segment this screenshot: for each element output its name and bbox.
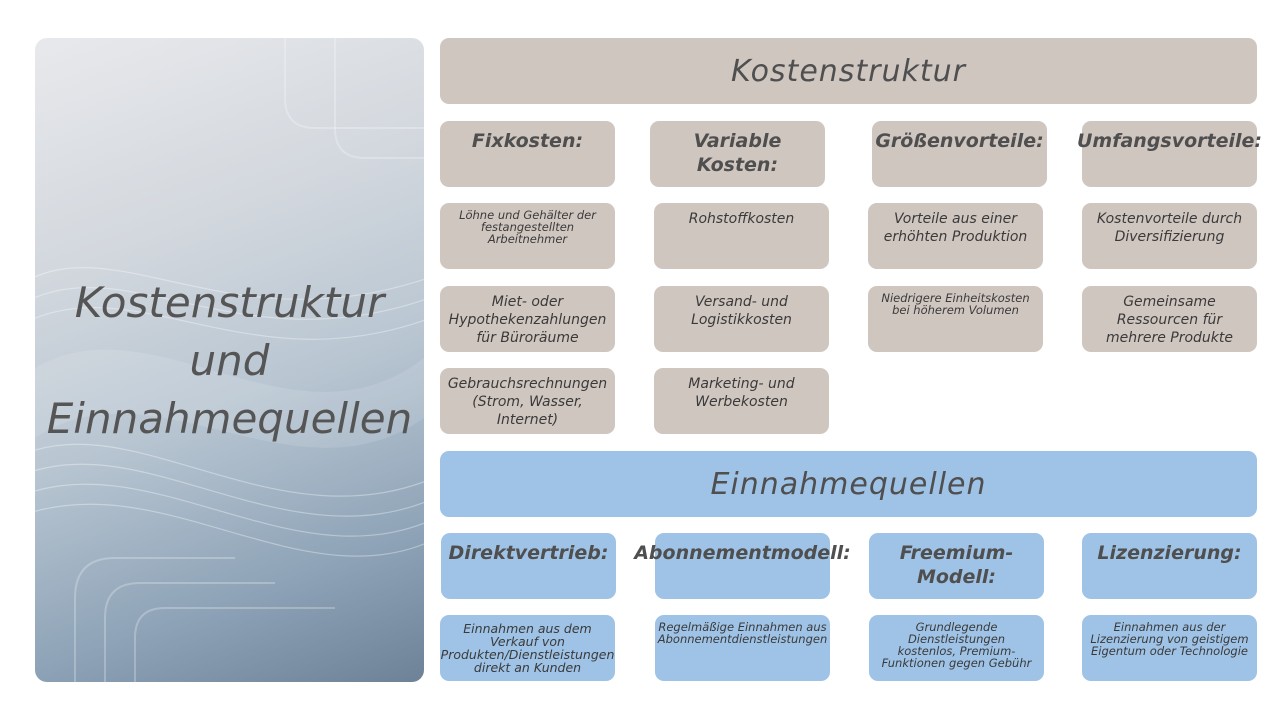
revenue-streams-title: Einnahmequellen xyxy=(440,451,1257,517)
subscription-item: Regelmäßige Einnahmen aus Abonnementdienstleistungen xyxy=(655,615,830,681)
freemium-item: Grundlegende Dienstleistungen kostenlos, Premium-Funktionen gegen Gebühr xyxy=(869,615,1044,681)
scope-item-diversification: Kostenvorteile durch Diversifizierung xyxy=(1082,203,1257,269)
scale-item-production: Vorteile aus einer erhöhten Produktion xyxy=(868,203,1043,269)
variable-costs-header: Variable Kosten: xyxy=(650,121,825,187)
hero-panel xyxy=(35,38,424,682)
scale-item-unit-costs: Niedrigere Einheitskosten bei höherem Volumen xyxy=(868,286,1043,352)
variable-cost-item-shipping: Versand- und Logistikkosten xyxy=(654,286,829,352)
direct-sales-header: Direktvertrieb: xyxy=(441,533,616,599)
scope-item-shared-resources: Gemeinsame Ressourcen für mehrere Produkte xyxy=(1082,286,1257,352)
cost-structure-title: Kostenstruktur xyxy=(440,38,1257,104)
variable-cost-item-raw-materials: Rohstoffkosten xyxy=(654,203,829,269)
freemium-header: Freemium-Modell: xyxy=(869,533,1044,599)
economies-of-scope-header: Umfangsvorteile: xyxy=(1082,121,1257,187)
variable-cost-item-marketing: Marketing- und Werbekosten xyxy=(654,368,829,434)
hero-title xyxy=(35,274,424,448)
hero-title-line-3: Einnahmequellen xyxy=(46,394,413,443)
fixed-cost-item-salaries: Löhne und Gehälter der festangestellten Arbeitnehmer xyxy=(440,203,615,269)
fixed-cost-item-utilities: Gebrauchsrechnungen (Strom, Wasser, Internet) xyxy=(440,368,615,434)
economies-of-scale-header: Größenvorteile: xyxy=(872,121,1047,187)
licensing-header: Lizenzierung: xyxy=(1082,533,1257,599)
licensing-item: Einnahmen aus der Lizenzierung von geistigem Eigentum oder Technologie xyxy=(1082,615,1257,681)
hero-title-line-2: und xyxy=(189,336,270,385)
fixed-costs-header: Fixkosten: xyxy=(440,121,615,187)
direct-sales-item: Einnahmen aus dem Verkauf von Produkten/Dienstleistungen direkt an Kunden xyxy=(440,615,615,681)
fixed-cost-item-rent: Miet- oder Hypothekenzahlungen für Büroräume xyxy=(440,286,615,352)
subscription-header: Abonnementmodell: xyxy=(655,533,830,599)
hero-title-line-1: Kostenstruktur xyxy=(74,278,385,327)
